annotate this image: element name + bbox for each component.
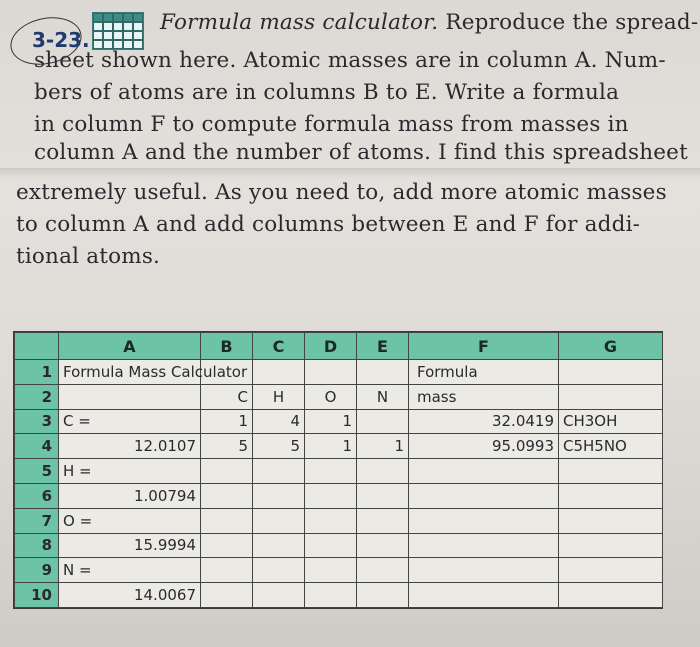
spreadsheet: [13, 331, 663, 609]
cell-g9[interactable]: [559, 558, 663, 583]
cell-a9[interactable]: N =: [59, 558, 201, 583]
column-header-f[interactable]: F: [409, 333, 559, 360]
cell-b9[interactable]: [201, 558, 253, 583]
row-number[interactable]: 10: [15, 583, 59, 608]
cell-f1[interactable]: Formula: [409, 360, 559, 385]
column-header-d[interactable]: D: [305, 333, 357, 360]
cell-c7[interactable]: [253, 508, 305, 533]
cell-g2[interactable]: [559, 384, 663, 409]
problem-line-6: extremely useful. As you need to, add more atomic masses: [16, 180, 667, 205]
cell-e4[interactable]: 1: [357, 434, 409, 459]
column-header-e[interactable]: E: [357, 333, 409, 360]
table-row: [15, 558, 663, 583]
problem-line-2: sheet shown here. Atomic masses are in column A. Num-: [34, 48, 666, 73]
table-row: [15, 508, 663, 533]
row-number[interactable]: 7: [15, 508, 59, 533]
cell-f3[interactable]: 32.0419: [409, 409, 559, 434]
cell-d3[interactable]: 1: [305, 409, 357, 434]
cell-a7[interactable]: O =: [59, 508, 201, 533]
row-number[interactable]: 9: [15, 558, 59, 583]
cell-g3[interactable]: CH3OH: [559, 409, 663, 434]
cell-e2[interactable]: N: [357, 384, 409, 409]
cell-d1[interactable]: [305, 360, 357, 385]
column-header-b[interactable]: B: [201, 333, 253, 360]
cell-b6[interactable]: [201, 483, 253, 508]
cell-a8[interactable]: 15.9994: [59, 533, 201, 558]
cell-e9[interactable]: [357, 558, 409, 583]
row-number[interactable]: 8: [15, 533, 59, 558]
column-header-c[interactable]: C: [253, 333, 305, 360]
cell-b4[interactable]: 5: [201, 434, 253, 459]
table-row: [15, 459, 663, 484]
table-row: [15, 434, 663, 459]
cell-c4[interactable]: 5: [253, 434, 305, 459]
cell-f7[interactable]: [409, 508, 559, 533]
cell-b8[interactable]: [201, 533, 253, 558]
cell-f4[interactable]: 95.0993: [409, 434, 559, 459]
cell-c10[interactable]: [253, 583, 305, 608]
cell-a4[interactable]: 12.0107: [59, 434, 201, 459]
spreadsheet-table: [14, 332, 663, 608]
cell-f10[interactable]: [409, 583, 559, 608]
cell-f5[interactable]: [409, 459, 559, 484]
cell-g8[interactable]: [559, 533, 663, 558]
spreadsheet-icon: [92, 12, 144, 50]
cell-e10[interactable]: [357, 583, 409, 608]
cell-g7[interactable]: [559, 508, 663, 533]
row-number[interactable]: 1: [15, 360, 59, 385]
column-header-g[interactable]: G: [559, 333, 663, 360]
cell-b10[interactable]: [201, 583, 253, 608]
table-row: [15, 483, 663, 508]
cell-a6[interactable]: 1.00794: [59, 483, 201, 508]
cell-c3[interactable]: 4: [253, 409, 305, 434]
cell-f2[interactable]: mass: [409, 384, 559, 409]
row-number[interactable]: 2: [15, 384, 59, 409]
cell-c1[interactable]: [253, 360, 305, 385]
cell-g1[interactable]: [559, 360, 663, 385]
cell-a3[interactable]: C =: [59, 409, 201, 434]
cell-c5[interactable]: [253, 459, 305, 484]
problem-number: 3-23.: [32, 28, 90, 52]
cell-d10[interactable]: [305, 583, 357, 608]
cell-b2[interactable]: C: [201, 384, 253, 409]
cell-b5[interactable]: [201, 459, 253, 484]
column-header-row: [15, 333, 663, 360]
problem-line-5: column A and the number of atoms. I find this spreadsheet: [34, 140, 688, 165]
cell-e8[interactable]: [357, 533, 409, 558]
cell-f9[interactable]: [409, 558, 559, 583]
cell-a1-text: Formula Mass Calculator: [63, 363, 248, 381]
cell-g4[interactable]: C5H5NO: [559, 434, 663, 459]
page-fold-shadow: [0, 168, 700, 178]
cell-e7[interactable]: [357, 508, 409, 533]
cell-d2[interactable]: O: [305, 384, 357, 409]
cell-e3[interactable]: [357, 409, 409, 434]
corner-cell: [15, 333, 59, 360]
cell-a5[interactable]: H =: [59, 459, 201, 484]
cell-a2[interactable]: [59, 384, 201, 409]
table-row: [15, 360, 663, 385]
row-number[interactable]: 4: [15, 434, 59, 459]
table-row: [15, 384, 663, 409]
cell-d7[interactable]: [305, 508, 357, 533]
problem-line-3: bers of atoms are in columns B to E. Write a formula: [34, 80, 620, 105]
cell-g10[interactable]: [559, 583, 663, 608]
problem-line-8: tional atoms.: [16, 244, 161, 269]
row-number[interactable]: 6: [15, 483, 59, 508]
cell-b3[interactable]: 1: [201, 409, 253, 434]
problem-line-4: in column F to compute formula mass from masses in: [34, 112, 629, 137]
cell-f8[interactable]: [409, 533, 559, 558]
cell-c2[interactable]: H: [253, 384, 305, 409]
row-number[interactable]: 5: [15, 459, 59, 484]
table-row: [15, 533, 663, 558]
cell-b7[interactable]: [201, 508, 253, 533]
cell-d5[interactable]: [305, 459, 357, 484]
cell-e1[interactable]: [357, 360, 409, 385]
row-number[interactable]: 3: [15, 409, 59, 434]
problem-line-7: to column A and add columns between E and F for addi-: [16, 212, 641, 237]
table-row: [15, 409, 663, 434]
cell-c6[interactable]: [253, 483, 305, 508]
cell-e6[interactable]: [357, 483, 409, 508]
cell-c9[interactable]: [253, 558, 305, 583]
cell-g5[interactable]: [559, 459, 663, 484]
cell-d4[interactable]: 1: [305, 434, 357, 459]
problem-line-1: Formula mass calculator. Reproduce the spread-: [160, 10, 699, 35]
problem-text-block: [0, 0, 700, 300]
cell-g6[interactable]: [559, 483, 663, 508]
column-header-a[interactable]: A: [59, 333, 201, 360]
cell-d9[interactable]: [305, 558, 357, 583]
cell-f6[interactable]: [409, 483, 559, 508]
cell-c8[interactable]: [253, 533, 305, 558]
cell-a1[interactable]: [59, 360, 248, 385]
cell-d6[interactable]: [305, 483, 357, 508]
cell-e5[interactable]: [357, 459, 409, 484]
table-row: [15, 583, 663, 608]
cell-a10[interactable]: 14.0067: [59, 583, 201, 608]
cell-d8[interactable]: [305, 533, 357, 558]
